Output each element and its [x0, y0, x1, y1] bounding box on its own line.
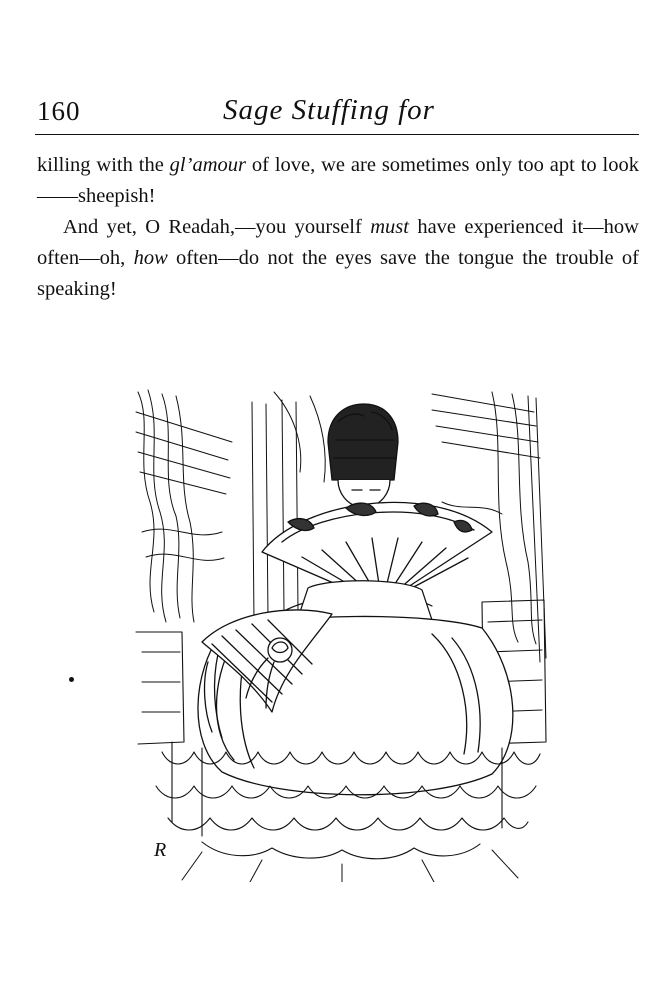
- text-run: killing with the: [37, 154, 170, 176]
- hair: [328, 404, 398, 480]
- italic-text: must: [370, 216, 409, 238]
- paragraph-2: [37, 212, 639, 305]
- text-run: And yet, O Readah,—you yourself: [63, 216, 371, 238]
- illustration-woman-with-fan: [132, 382, 552, 882]
- page-number: 160: [37, 96, 81, 126]
- artist-monogram: R: [154, 839, 167, 861]
- paragraph-1: [37, 150, 639, 212]
- crinoline-skirt: [198, 610, 513, 795]
- text-run: often—do not the eyes save the tongue the trouble of speaking!: [37, 247, 640, 300]
- body-text: [37, 150, 639, 305]
- italic-text: gl’amour: [169, 154, 246, 176]
- running-header: [37, 92, 639, 132]
- header-rule: [35, 134, 639, 135]
- running-title: Sage Stuffing for: [223, 94, 435, 126]
- ink-speck: [69, 677, 74, 682]
- text-run: have experienced it—how often—oh,: [37, 216, 639, 269]
- italic-text: how: [133, 247, 168, 269]
- text-run: of love, we are sometimes only too apt to look——sheepish!: [37, 154, 639, 207]
